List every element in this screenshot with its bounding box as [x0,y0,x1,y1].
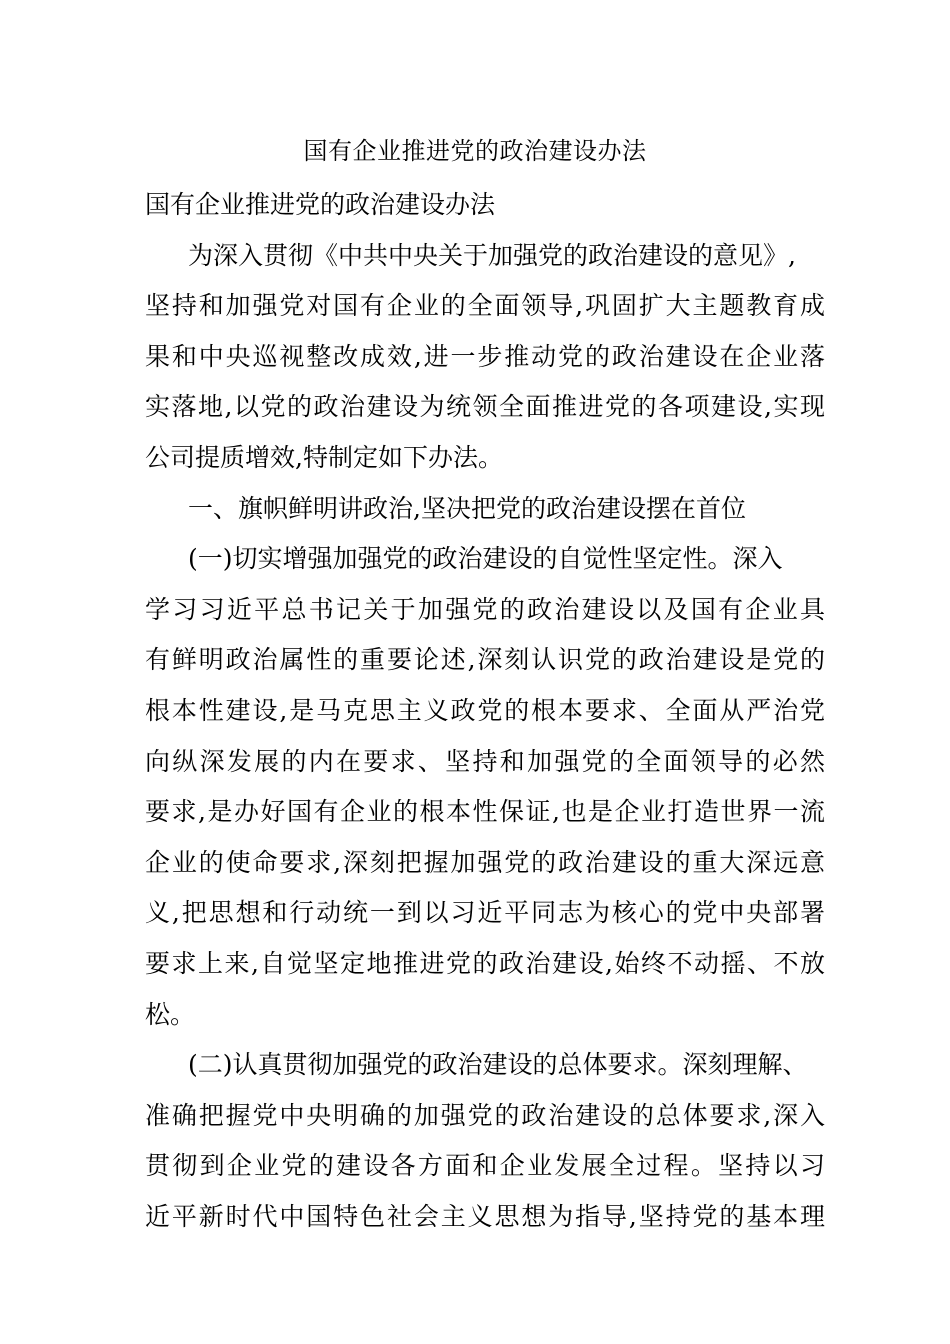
paragraph-line: (二)认真贯彻加强党的政治建设的总体要求。深刻理解、 [188,1050,808,1080]
paragraph-line: 要求上来,自觉坚定地推进党的政治建设,始终不动摇、不放 [145,948,825,978]
paragraph-line: 要求,是办好国有企业的根本性保证,也是企业打造世界一流 [145,797,825,827]
paragraph-line: 企业的使命要求,深刻把握加强党的政治建设的重大深远意 [145,847,825,877]
paragraph-line: 为深入贯彻《中共中央关于加强党的政治建设的意见》, [188,240,796,270]
paragraph-line: 根本性建设,是马克思主义政党的根本要求、全面从严治党 [145,695,825,725]
document-subtitle: 国有企业推进党的政治建设办法 [145,190,496,219]
paragraph-line: 坚持和加强党对国有企业的全面领导,巩固扩大主题教育成 [145,291,825,321]
paragraph-line: 贯彻到企业党的建设各方面和企业发展全过程。坚持以习 [145,1151,825,1181]
paragraph-line: 准确把握党中央明确的加强党的政治建设的总体要求,深入 [145,1100,825,1130]
paragraph-line: 果和中央巡视整改成效,进一步推动党的政治建设在企业落 [145,341,825,371]
paragraph-line: 实落地,以党的政治建设为统领全面推进党的各项建设,实现 [145,392,825,422]
document-title: 国有企业推进党的政治建设办法 [303,137,647,165]
paragraph-line: 学习习近平总书记关于加强党的政治建设以及国有企业具 [145,594,825,624]
paragraph-line: 有鲜明政治属性的重要论述,深刻认识党的政治建设是党的 [145,645,825,675]
section-heading: 一、旗帜鲜明讲政治,坚决把党的政治建设摆在首位 [188,493,746,523]
paragraph-line: (一)切实增强加强党的政治建设的自觉性坚定性。深入 [188,544,783,574]
document-body [145,180,825,1242]
paragraph-line: 近平新时代中国特色社会主义思想为指导,坚持党的基本理 [145,1201,825,1231]
paragraph-line: 公司提质增效,特制定如下办法。 [145,442,503,472]
paragraph-line: 向纵深发展的内在要求、坚持和加强党的全面领导的必然 [145,746,825,776]
paragraph-line: 松。 [145,999,196,1029]
paragraph-line: 义,把思想和行动统一到以习近平同志为核心的党中央部署 [145,898,825,928]
